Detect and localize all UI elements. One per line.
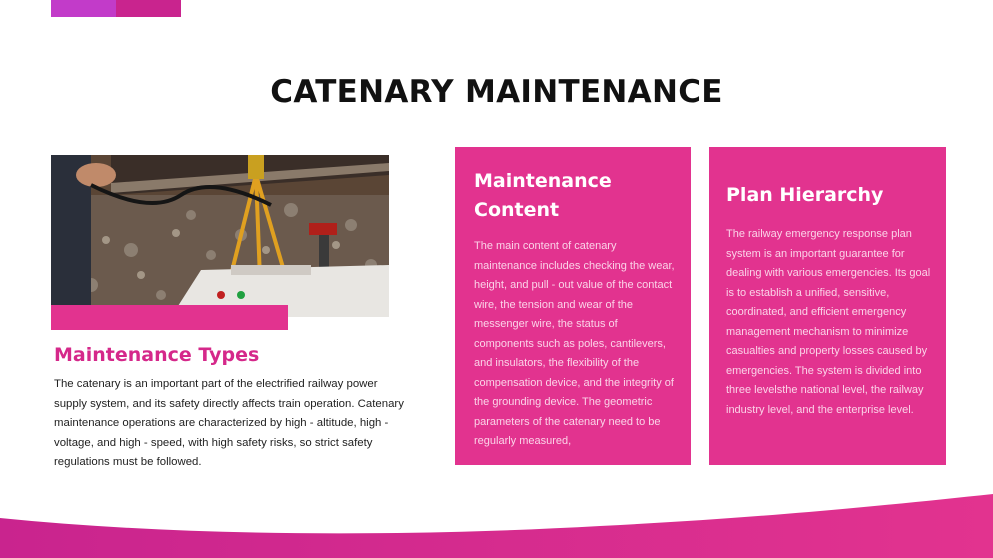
maintenance-types-body: The catenary is an important part of the electrified railway power supply system, and its safety directly affects train operation. Catenary maintenance operations are characterized by high - altitude, high - voltage, and high - speed, with high safety risks, so strict safety regulations must be followed. [54,378,404,469]
maintenance-content-body: The main content of catenary maintenance includes checking the wear, height, and pull - out value of the contact wire, the tension and wear of the messenger wire, the status of components such as poles, cantilevers, and insulators, the flexibility of the compensation device, and the integrity of the grounding device. The geometric parameters of the catenary need to be regularly measured, [474,240,675,447]
maintenance-types-heading: Maintenance Types [54,344,260,366]
bottom-wave-decoration [0,490,993,558]
top-accent-bar [51,0,181,17]
plan-hierarchy-card [709,147,946,465]
maintenance-photo [51,155,389,317]
top-accent-segment-right [116,0,181,17]
plan-hierarchy-heading: Plan Hierarchy [726,184,884,206]
photo-accent-bar [51,305,288,330]
maintenance-content-heading: Maintenance Content [474,170,612,221]
page-title: CATENARY MAINTENANCE [270,74,723,110]
top-accent-segment-left [51,0,116,17]
plan-hierarchy-body: The railway emergency response plan system is an important guarantee for dealing with various emergencies. Its goal is to establish a unified, sensitive, coordinated, and efficient emergency management mechanism to minimize casualties and property losses caused by emergencies. The system is divided into three levelsthe national level, the railway industry level, and the enterprise level. [726,228,931,416]
maintenance-content-card [455,147,691,465]
